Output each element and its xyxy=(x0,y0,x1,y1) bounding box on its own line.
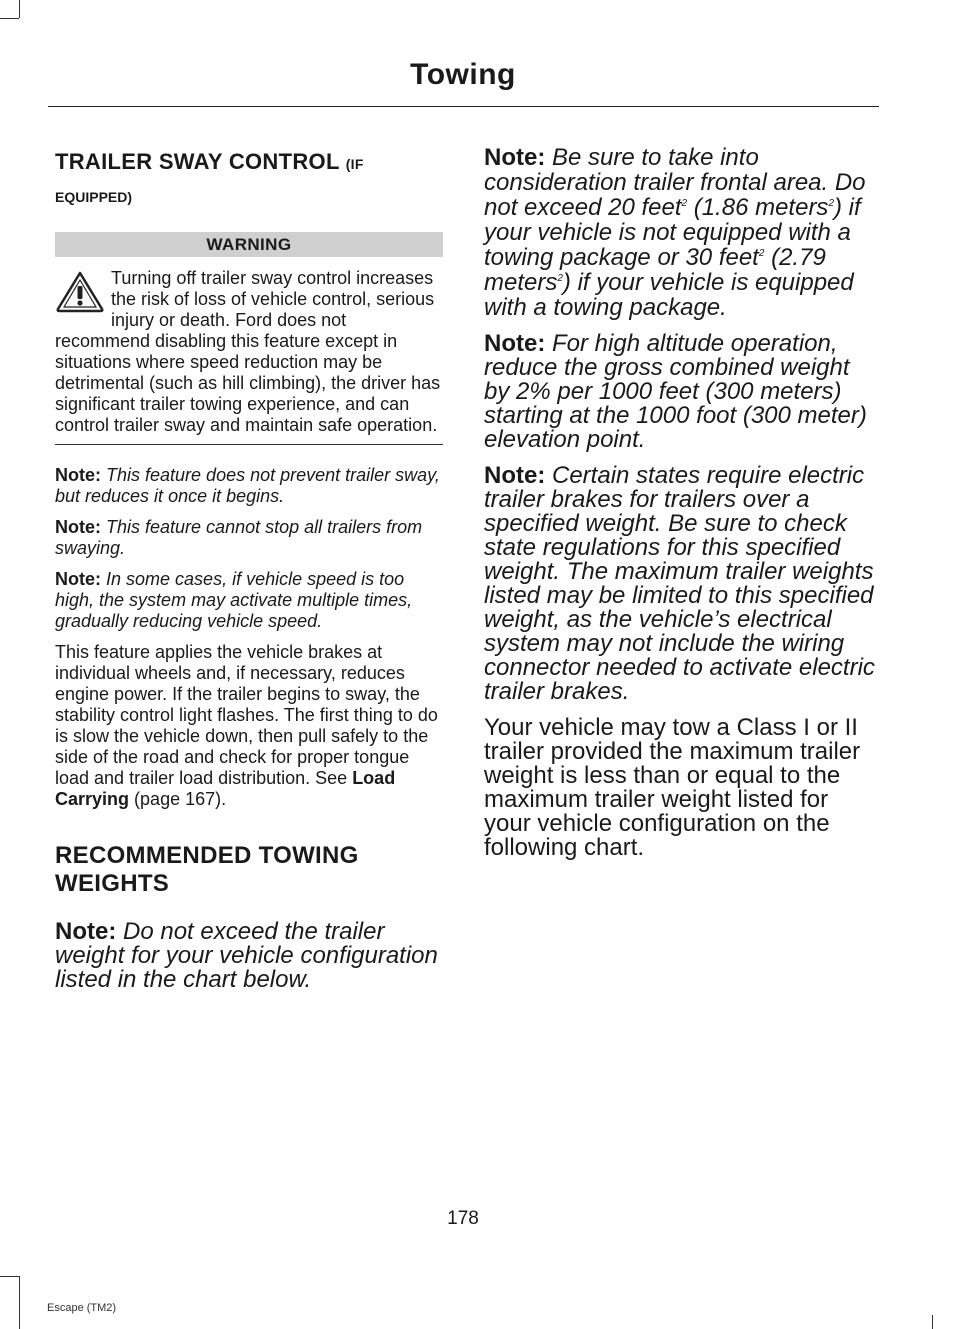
note-text: Do not exceed the trailer weight for your vehicle configuration listed in the chart below. xyxy=(55,918,438,993)
note-text-part: ) if your vehicle is equipped with a towing package. xyxy=(484,269,854,321)
footer-label: Escape (TM2) xyxy=(47,1302,117,1314)
page-number: 178 xyxy=(447,1208,479,1229)
load-carrying-link[interactable]: Load Carrying xyxy=(55,768,396,809)
heading-main: TRAILER SWAY CONTROL xyxy=(55,149,340,174)
warning-box xyxy=(55,268,443,436)
note-label: Note: xyxy=(55,465,101,485)
heading-sub: EQUIPPED) xyxy=(55,189,133,205)
note-item xyxy=(55,569,443,632)
note-text-part: (2.79 meters xyxy=(484,244,826,296)
note-text xyxy=(484,144,866,321)
note-label: Note: xyxy=(55,918,117,945)
superscript: 2 xyxy=(557,273,563,284)
warning-text: Turning off trailer sway control increases the risk of loss of vehicle control, serious injury or death. Ford does not recommend disabling this feature except in situations where speed reduction may be detrimental (such as hill climbing), the driver has significant trailer towing experience, and can control trailer sway and maintain safe operation. xyxy=(55,268,441,435)
note-text: Certain states require electric trailer brakes for trailers over a specified weight. Be sure to check state regulations for this specified weight. The maximum trailer weights listed may be limited to this specified weight, as the vehicle’s electrical system may not include the wiring connector needed to activate electric trailer brakes. xyxy=(484,462,875,705)
note-text: This feature cannot stop all trailers from swaying. xyxy=(55,517,423,558)
body-paragraph xyxy=(55,642,443,810)
note-label: Note: xyxy=(55,569,101,589)
note-item xyxy=(55,517,443,559)
note-label: Note: xyxy=(55,517,101,537)
crop-mark xyxy=(19,1276,20,1329)
body-text: This feature applies the vehicle brakes at individual wheels and, if necessary, reduces engine power. If the trailer begins to sway, the stability control light flashes. The first thing to do is slow the vehicle down, then pull safely to the side of the road and check for proper tongue load and trailer load distribution. See xyxy=(55,642,438,788)
section-heading-towing-weights: RECOMMENDED TOWING WEIGHTS xyxy=(55,842,359,897)
note-text-part: (1.86 meters xyxy=(687,194,829,221)
note-label: Note: xyxy=(484,462,546,489)
header-divider xyxy=(48,106,879,107)
note-item xyxy=(55,920,443,992)
heading-small: (IF xyxy=(345,156,364,172)
note-item xyxy=(484,332,876,452)
section-heading-trailer-sway xyxy=(55,147,443,179)
crop-mark xyxy=(0,18,19,19)
note-label: Note: xyxy=(484,144,546,171)
warning-label: WARNING xyxy=(55,232,443,257)
note-text: In some cases, if vehicle speed is too high, the system may activate multiple times, gradually reducing vehicle speed. xyxy=(55,569,413,631)
page-title: Towing xyxy=(410,58,516,91)
note-label: Note: xyxy=(484,330,546,357)
warning-divider xyxy=(55,444,443,445)
warning-triangle-icon xyxy=(55,270,105,314)
crop-mark xyxy=(19,0,20,18)
note-item xyxy=(55,465,443,507)
note-text-part: ) if your vehicle is not equipped with a towing package or 30 feet xyxy=(484,194,861,271)
body-paragraph: Your vehicle may tow a Class I or II trailer provided the maximum trailer weight is less than or equal to the maximum trailer weight listed for your vehicle configuration on the following chart. xyxy=(484,714,861,861)
note-text: This feature does not prevent trailer sway, but reduces it once it begins. xyxy=(55,465,440,506)
superscript: 2 xyxy=(758,248,765,259)
superscript: 2 xyxy=(681,198,688,209)
crop-mark xyxy=(0,1276,19,1277)
note-item xyxy=(484,464,876,704)
crop-mark xyxy=(932,1315,933,1329)
right-column xyxy=(484,145,876,860)
page-reference: (page 167). xyxy=(134,789,227,809)
note-item xyxy=(484,145,876,320)
note-text: For high altitude operation, reduce the gross combined weight by 2% per 1000 feet (300 meters) starting at the 1000 foot (300 meter) elevation point. xyxy=(484,330,867,453)
note-text-part: Be sure to take into consideration trailer frontal area. Do not exceed 20 feet xyxy=(484,144,866,221)
superscript: 2 xyxy=(828,198,834,209)
left-column xyxy=(55,145,443,992)
